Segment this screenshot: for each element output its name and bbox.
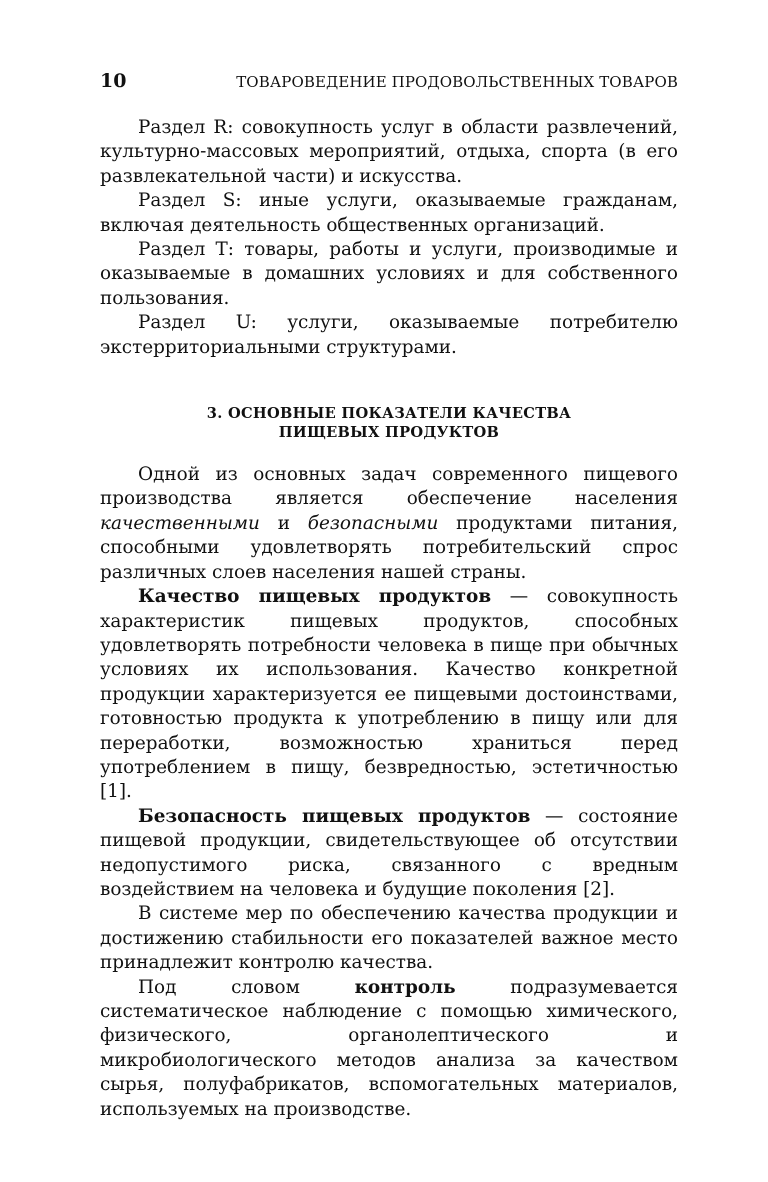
page-number: 10: [100, 70, 127, 92]
intro-italic-quality: качественными: [100, 512, 260, 534]
control-definition-paragraph: [100, 976, 678, 1122]
control-text-before: Под словом: [138, 976, 355, 998]
section-u-paragraph: Раздел U: услуги, оказываемые потребителю экстерриториальными структурами.: [100, 312, 678, 358]
book-page: [100, 70, 678, 1122]
quality-definition-paragraph: [100, 585, 678, 805]
section-t-paragraph: Раздел Т: товары, работы и услуги, производимые и оказываемые в домашних условиях и для собственного пользования.: [100, 239, 678, 309]
section-heading: [100, 404, 678, 442]
quality-term: Качество пищевых продуктов: [138, 586, 492, 608]
safety-term: Безопасность пищевых продуктов: [138, 805, 531, 827]
section-heading-line-1: 3. ОСНОВНЫЕ ПОКАЗАТЕЛИ КАЧЕСТВА: [206, 405, 572, 423]
control-text-after: подразумевается систематическое наблюдение с помощью химического, физического, органолептического и микробиологического методов анализа за качеством сырья, полуфабрикатов, вспомогательных материалов, используемых на производстве.: [100, 976, 678, 1120]
quality-definition-text: — совокупность характеристик пищевых продуктов, способных удовлетворять потребности человека в пище при обычных условиях их использования. Качество конкретной продукции характеризуется ее пищевыми достоинствами, готовностью продукта к употреблению в пищу или для переработки, возможностью храниться перед употреблением в пищу, безвредностью, эстетичностью [1].: [100, 586, 678, 803]
intro-text-3: продуктами питания, способными удовлетворять потребительский спрос различных слоев населения нашей страны.: [100, 512, 678, 583]
safety-definition-paragraph: [100, 805, 678, 903]
control-term: контроль: [354, 976, 456, 998]
safety-definition-text: — состояние пищевой продукции, свидетельствующее об отсутствии недопустимого риска, связанного с вредным воздействием на человека и будущие поколения [2].: [100, 805, 678, 900]
section-s-paragraph: Раздел S: иные услуги, оказываемые гражданам, включая деятельность общественных организаций.: [100, 190, 678, 236]
intro-paragraph: [100, 463, 678, 585]
section-r-paragraph: Раздел R: совокупность услуг в области развлечений, культурно-массовых мероприятий, отдыха, спорта (в его развлекательной части) и искусства.: [100, 117, 678, 187]
running-title: ТОВАРОВЕДЕНИЕ ПРОДОВОЛЬСТВЕННЫХ ТОВАРОВ: [236, 73, 678, 91]
control-intro-paragraph: В системе мер по обеспечению качества продукции и достижению стабильности его показателей важное место принадлежит контролю качества.: [100, 903, 678, 974]
intro-text-2: и: [259, 512, 308, 534]
running-header: [100, 70, 678, 102]
section-heading-line-2: ПИЩЕВЫХ ПРОДУКТОВ: [278, 424, 500, 442]
intro-text-1: Одной из основных задач современного пищевого производства является обеспечение населения: [100, 464, 678, 510]
intro-italic-safety: безопасными: [307, 512, 439, 534]
